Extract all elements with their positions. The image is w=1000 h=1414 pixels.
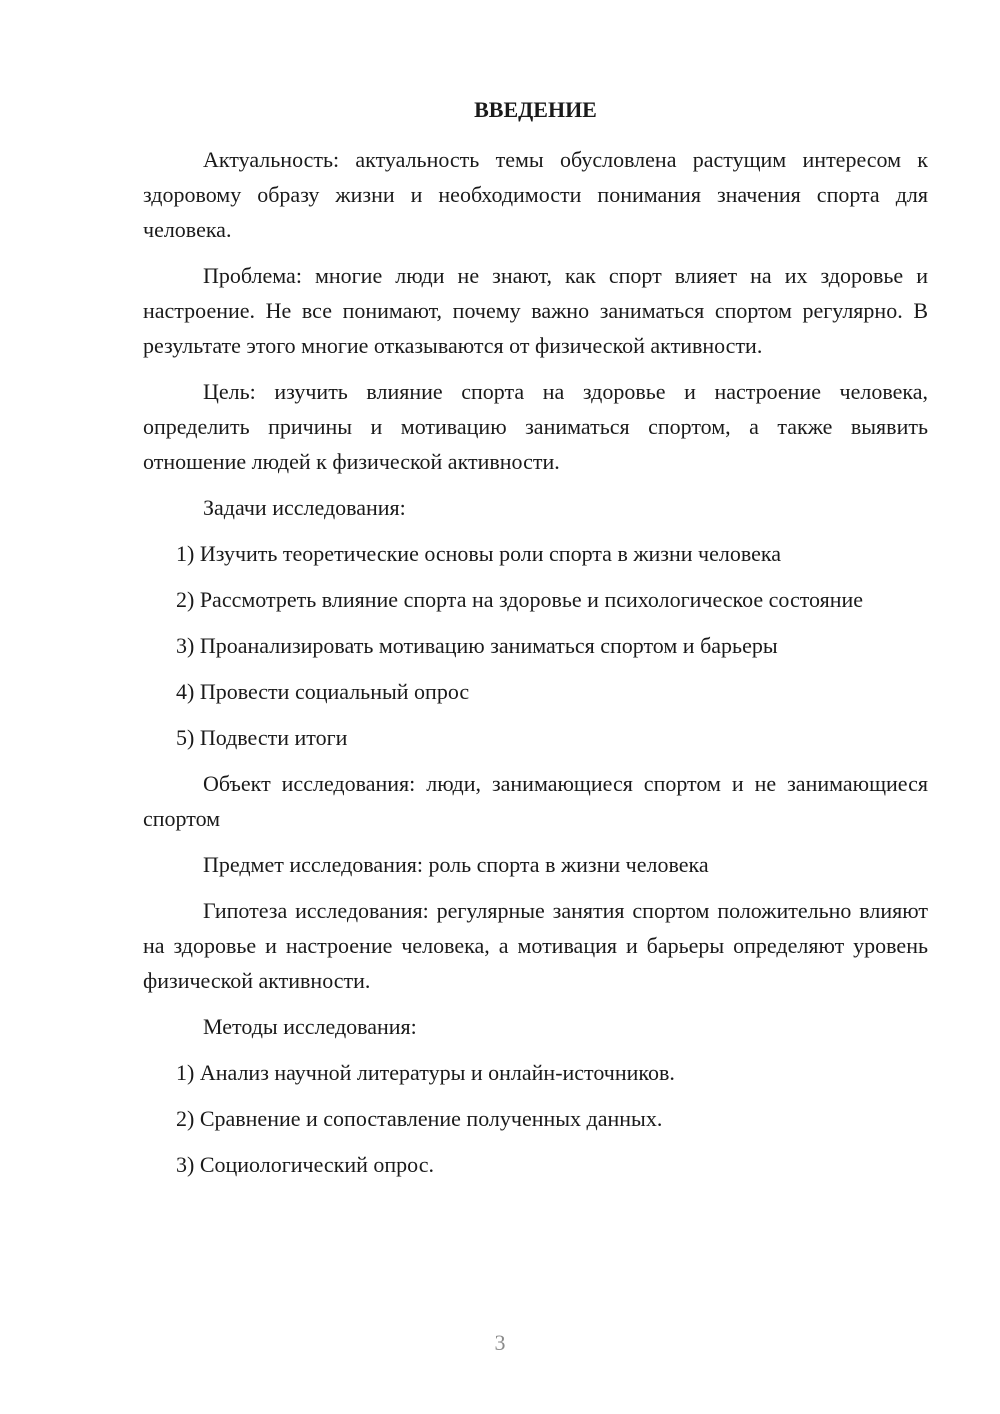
page-number: 3 [494, 1330, 506, 1355]
task-item-5: 5) Подвести итоги [176, 725, 348, 750]
method-item-2: 2) Сравнение и сопоставление полученных данных. [176, 1106, 663, 1131]
task-item-4: 4) Провести социальный опрос [176, 679, 470, 704]
task-item-2: 2) Рассмотреть влияние спорта на здоровье и психологическое состояние [176, 587, 864, 612]
task-item-3: 3) Проанализировать мотивацию заниматься спортом и барьеры [176, 633, 778, 658]
document-page [143, 88, 928, 1193]
section-heading: ВВЕДЕНИЕ [474, 97, 597, 122]
object-paragraph: Объект исследования: люди, занимающиеся спортом и не занимающиеся спортом [143, 771, 928, 831]
relevance-paragraph: Актуальность: актуальность темы обусловлена растущим интересом к здоровому образу жизни и необходимости понимания значения спорта для человека. [143, 147, 928, 242]
methods-title: Методы исследования: [203, 1014, 417, 1039]
method-item-1: 1) Анализ научной литературы и онлайн-источников. [176, 1060, 675, 1085]
task-item-1: 1) Изучить теоретические основы роли спорта в жизни человека [176, 541, 781, 566]
tasks-title: Задачи исследования: [203, 495, 406, 520]
problem-paragraph: Проблема: многие люди не знают, как спорт влияет на их здоровье и настроение. Не все понимают, почему важно заниматься спортом регулярно. В результате этого многие отказываются от физической активности. [143, 263, 928, 358]
subject-paragraph: Предмет исследования: роль спорта в жизни человека [203, 852, 709, 877]
method-item-3: 3) Социологический опрос. [176, 1152, 434, 1177]
goal-paragraph: Цель: изучить влияние спорта на здоровье и настроение человека, определить причины и мотивацию заниматься спортом, а также выявить отношение людей к физической активности. [143, 379, 928, 474]
hypothesis-paragraph: Гипотеза исследования: регулярные занятия спортом положительно влияют на здоровье и настроение человека, а мотивация и барьеры определяют уровень физической активности. [143, 898, 928, 993]
